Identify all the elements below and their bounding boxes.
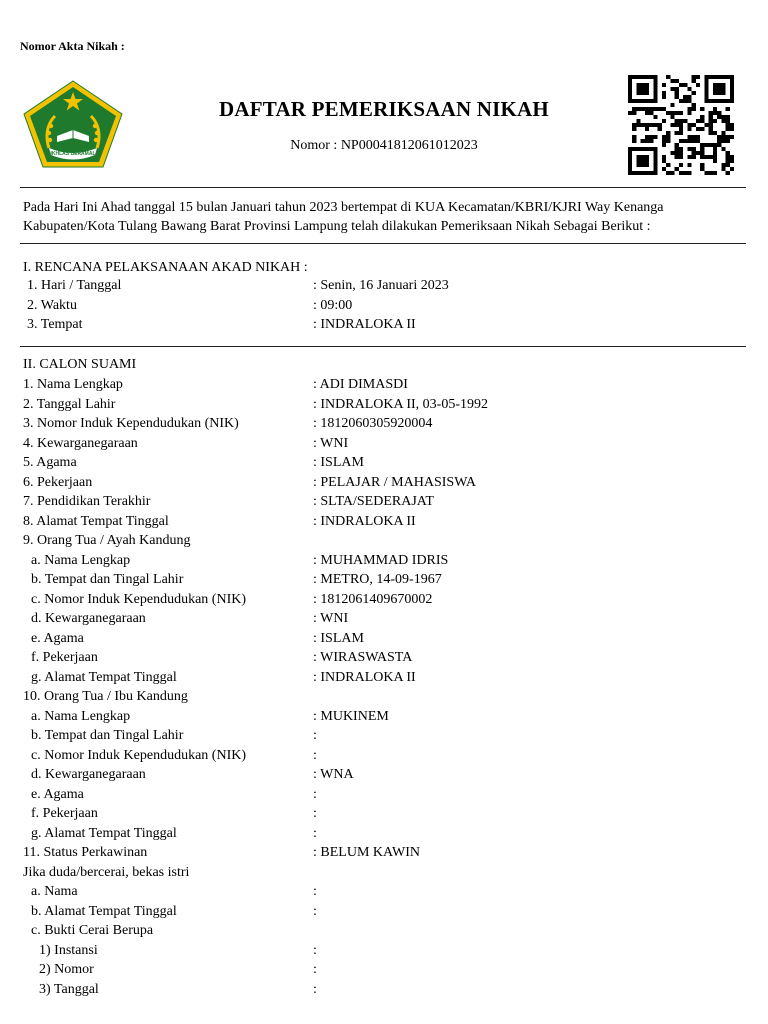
logo-motto: IKHLAS BERAMAL [50,151,96,157]
form-row [0,492,768,512]
field-label: 8. Alamat Tempat Tinggal [23,513,169,529]
form-row [0,609,768,629]
field-label: g. Alamat Tempat Tinggal [31,669,177,685]
form-row [0,765,768,785]
form-row [0,843,768,863]
field-label: c. Nomor Induk Kependudukan (NIK) [31,747,246,763]
intro-paragraph: Pada Hari Ini Ahad tanggal 15 bulan Januari tahun 2023 bertempat di KUA Kecamatan/KBRI/KJRI Way Kenanga Kabupaten/Kota Tulang Bawang Barat Provinsi Lampung telah dilakukan Pemeriksaan Nikah Sebagai Berikut : [23,200,664,234]
field-value: : INDRALOKA II [313,317,416,332]
field-value: : MUHAMMAD IDRIS [313,552,449,568]
divider [20,187,746,188]
field-value: : 1812061409670002 [313,591,433,607]
field-label: 6. Pekerjaan [23,474,93,490]
form-row [0,960,768,980]
field-label: 4. Kewarganegaraan [23,435,138,451]
field-label: 3) Tanggal [39,981,99,997]
field-label: 1. Hari / Tanggal [27,278,122,293]
form-row [0,668,768,688]
form-row [0,824,768,844]
form-row [0,726,768,746]
field-value: : [313,786,317,802]
field-label: 1) Instansi [39,942,98,958]
field-label: 1. Nama Lengkap [23,377,123,392]
field-label: b. Tempat dan Tingal Lahir [31,572,184,587]
form-row [0,395,768,415]
form-row [0,863,768,883]
form-row [0,746,768,766]
field-value: : [313,981,317,997]
form-row [0,434,768,454]
field-label: g. Alamat Tempat Tinggal [31,825,177,841]
field-value: : INDRALOKA II [313,669,416,685]
section-1-title: I. RENCANA PELAKSANAAN AKAD NIKAH : [23,260,308,275]
field-label: 7. Pendidikan Terakhir [23,494,151,509]
field-label: e. Agama [31,786,84,802]
field-value: : BELUM KAWIN [313,845,420,860]
form-row [0,531,768,551]
field-label: a. Nama [31,884,78,899]
form-row [0,276,768,296]
field-value: : [313,942,317,958]
field-label: a. Nama Lengkap [31,552,131,568]
field-label: b. Tempat dan Tingal Lahir [31,728,184,743]
field-label: d. Kewarganegaraan [31,767,146,782]
field-label: Jika duda/bercerai, bekas istri [23,864,190,880]
field-label: f. Pekerjaan [31,806,98,821]
qr-code [628,75,734,175]
field-value: : WNI [313,611,349,626]
form-row [0,882,768,902]
field-label: c. Bukti Cerai Berupa [31,923,154,938]
document-number: Nomor : NP00041812061012023 [290,138,478,153]
field-label: c. Nomor Induk Kependudukan (NIK) [31,591,246,607]
field-value: : [313,806,317,821]
field-value: : WNI [313,435,349,451]
field-value: : INDRALOKA II, 03-05-1992 [313,396,488,412]
field-value: : 1812060305920004 [313,416,433,431]
form-row [0,453,768,473]
field-label: 11. Status Perkawinan [23,845,148,860]
field-value: : [313,884,317,899]
field-value: : [313,728,317,743]
form-row [0,473,768,493]
form-row [0,687,768,707]
form-row [0,296,768,316]
field-label: d. Kewarganegaraan [31,611,146,626]
form-row [0,648,768,668]
field-label: 5. Agama [23,455,77,470]
field-label: 9. Orang Tua / Ayah Kandung [23,533,191,548]
field-value: : [313,747,317,763]
field-label: 2. Waktu [27,297,77,313]
form-row [0,551,768,571]
field-label: 2) Nomor [39,962,94,977]
form-row [0,590,768,610]
field-value: : ISLAM [313,630,364,646]
field-value: : PELAJAR / MAHASISWA [313,474,476,490]
field-value: : MUKINEM [313,708,389,724]
field-value: : INDRALOKA II [313,513,416,529]
field-value: : Senin, 16 Januari 2023 [313,278,449,293]
field-value: : WNA [313,767,354,782]
field-label: f. Pekerjaan [31,650,98,665]
form-row [0,941,768,961]
form-row [0,707,768,727]
field-label: b. Alamat Tempat Tinggal [31,903,177,919]
form-row [0,785,768,805]
field-value: : ISLAM [313,455,364,470]
field-label: 10. Orang Tua / Ibu Kandung [23,689,188,704]
section-1-title-row [0,258,768,278]
field-value: : ADI DIMASDI [313,377,408,392]
field-value: : 09:00 [313,297,353,313]
section-2-title: II. CALON SUAMI [23,357,137,372]
divider [20,346,746,347]
kemenag-logo [21,78,125,170]
field-value: : [313,962,317,977]
field-value: : [313,903,317,919]
field-value: : METRO, 14-09-1967 [313,572,442,587]
form-row [0,980,768,1000]
form-row [0,512,768,532]
form-row [0,902,768,922]
form-row [0,375,768,395]
form-row [0,570,768,590]
divider [20,243,746,244]
kemenag-logo-icon [21,78,125,170]
field-label: 2. Tanggal Lahir [23,396,116,412]
section-2-title-row [0,355,768,375]
qr-code-icon [628,75,734,175]
form-row [0,315,768,335]
page-title: DAFTAR PEMERIKSAAN NIKAH [219,97,549,121]
form-row [0,921,768,941]
field-label: a. Nama Lengkap [31,708,131,724]
field-value: : SLTA/SEDERAJAT [313,494,434,509]
field-value: : [313,825,317,841]
akta-number-label: Nomor Akta Nikah : [20,39,125,53]
form-row [0,414,768,434]
form-row [0,804,768,824]
field-label: e. Agama [31,630,84,646]
form-row [0,629,768,649]
field-label: 3. Nomor Induk Kependudukan (NIK) [23,416,239,431]
field-label: 3. Tempat [27,317,83,332]
field-value: : WIRASWASTA [313,650,413,665]
